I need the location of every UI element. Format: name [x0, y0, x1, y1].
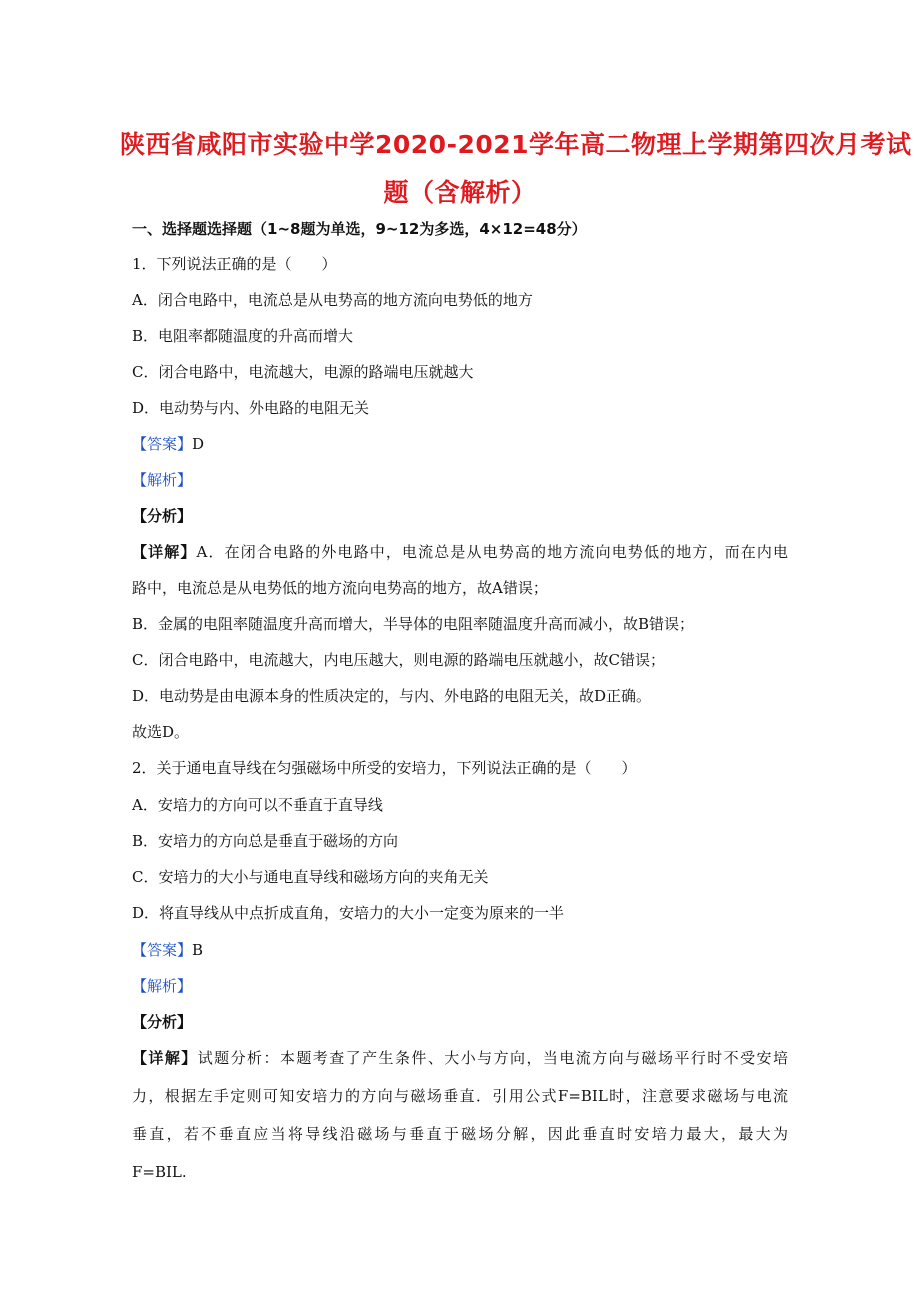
question-1-analysis-label: 【解析】 [132, 471, 193, 489]
section-heading: 一、选择题选择题（1~8题为单选，9~12为多选，4×12=48分） [132, 220, 587, 238]
question-2-detail-line: F=BIL. [132, 1163, 187, 1181]
question-2-detail-line: 【详解】试题分析：本题考查了产生条件、大小与方向，当电流方向与磁场平行时不受安培 [132, 1049, 788, 1067]
question-1-detail-line: 路中，电流总是从电势低的地方流向电势高的地方，故A错误； [132, 579, 548, 597]
question-1-answer [132, 434, 204, 454]
question-2-option-b: B．安培力的方向总是垂直于磁场的方向 [132, 832, 399, 850]
question-1-conclusion: 故选D。 [132, 723, 190, 741]
question-2-stem: 2．关于通电直导线在匀强磁场中所受的安培力，下列说法正确的是（ ） [132, 759, 637, 777]
question-2-option-a: A．安培力的方向可以不垂直于直导线 [132, 796, 383, 814]
question-1-detail-line: B．金属的电阻率随温度升高而增大，半导体的电阻率随温度升高而减小，故B错误； [132, 615, 695, 633]
question-1-detail-line: D．电动势是由电源本身的性质决定的，与内、外电路的电阻无关，故D正确。 [132, 687, 652, 705]
document-title-line-1: 陕西省咸阳市实验中学2020-2021学年高二物理上学期第四次月考试 [120, 130, 912, 159]
answer-label: 【答案】 [132, 435, 193, 453]
question-2-analysis-label: 【解析】 [132, 977, 193, 995]
question-2-detail-line: 垂直，若不垂直应当将导线沿磁场与垂直于磁场分解，因此垂直时安培力最大，最大为 [132, 1125, 788, 1143]
question-1-option-a: A．闭合电路中，电流总是从电势高的地方流向电势低的地方 [132, 291, 533, 309]
question-2-option-c: C．安培力的大小与通电直导线和磁场方向的夹角无关 [132, 868, 489, 886]
question-1-option-d: D．电动势与内、外电路的电阻无关 [132, 399, 370, 417]
question-2-answer [132, 940, 203, 960]
question-1-detail-line: 【详解】A．在闭合电路的外电路中，电流总是从电势高的地方流向电势低的地方，而在内电 [132, 543, 788, 561]
question-1-detail-line: C．闭合电路中，电流越大，内电压越大，则电源的路端电压就越小，故C错误； [132, 651, 665, 669]
document-title-line-2: 题（含解析） [383, 178, 537, 207]
answer-value: D [192, 435, 205, 453]
answer-label: 【答案】 [132, 941, 193, 959]
detail-label: 【详解】 [132, 543, 197, 561]
question-2-fenxi-label: 【分析】 [132, 1013, 193, 1031]
answer-value: B [192, 941, 204, 959]
detail-label: 【详解】 [132, 1049, 198, 1067]
question-1-fenxi-label: 【分析】 [132, 507, 193, 525]
question-2-detail-line: 力，根据左手定则可知安培力的方向与磁场垂直．引用公式F=BIL时，注意要求磁场与电流 [132, 1087, 788, 1105]
question-1-option-c: C．闭合电路中，电流越大，电源的路端电压就越大 [132, 363, 474, 381]
question-1-option-b: B．电阻率都随温度的升高而增大 [132, 327, 354, 345]
question-1-stem: 1．下列说法正确的是（ ） [132, 255, 337, 273]
question-2-option-d: D．将直导线从中点折成直角，安培力的大小一定变为原来的一半 [132, 904, 565, 922]
